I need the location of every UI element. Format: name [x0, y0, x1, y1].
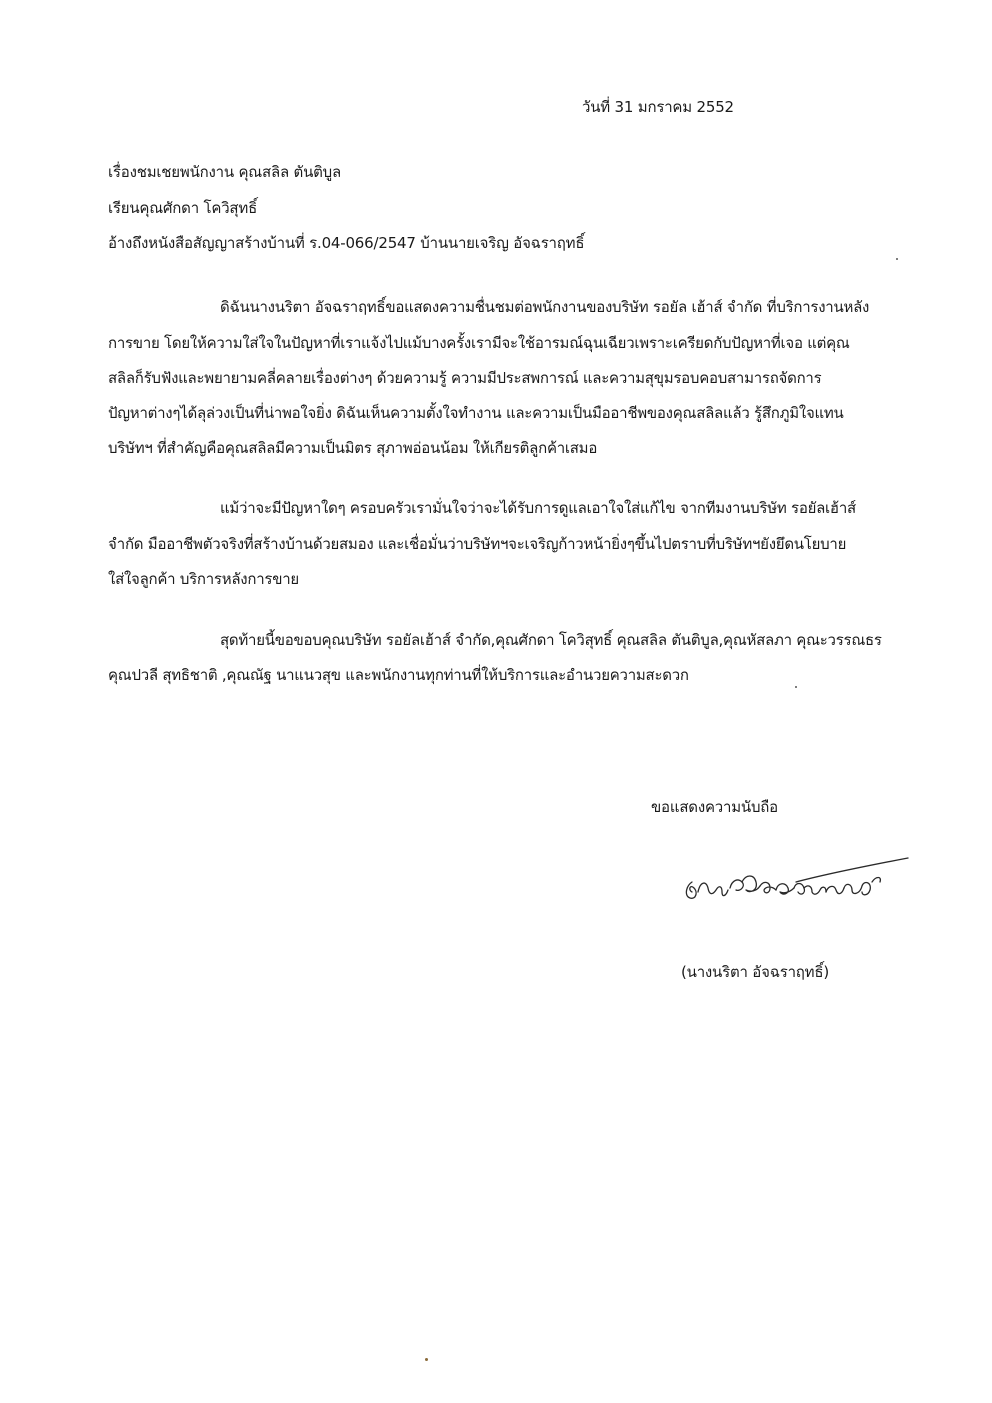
body-paragraph-3 — [108, 630, 908, 700]
paragraph-line: แม้ว่าจะมีปัญหาใดๆ ครอบครัวเรามั่นใจว่าจะได้รับการดูแลเอาใจใส่แก้ไข จากทีมงานบริษัท รอยัลเฮ้าส์ — [220, 499, 856, 517]
handwritten-signature — [676, 852, 912, 916]
letter-subject: เรื่องชมเชยพนักงาน คุณสลิล ตันติบูล — [108, 163, 341, 181]
paragraph-line: การขาย โดยให้ความใส่ใจในปัญหาที่เราแจ้งไปแม้บางครั้งเรามีจะใช้อารมณ์ฉุนเฉียวเพราะเครียดกับปัญหาที่เจอ แต่คุณ — [108, 334, 850, 352]
letter-reference: อ้างถึงหนังสือสัญญาสร้างบ้านที่ ร.04-066/2547 บ้านนายเจริญ อัจฉราฤทธิ์ — [108, 234, 585, 252]
paragraph-line: ดิฉันนางนริตา อัจฉราฤทธิ์ขอแสดงความชื่นชมต่อพนักงานของบริษัท รอยัล เฮ้าส์ จำกัด ที่บริการงานหลัง — [220, 298, 870, 316]
paragraph-line: บริษัทฯ ที่สำคัญคือคุณสลิลมีความเป็นมิตร สุภาพอ่อนน้อม ให้เกียรติลูกค้าเสมอ — [108, 439, 598, 457]
paper-speck — [425, 1358, 428, 1361]
paragraph-line: ใส่ใจลูกค้า บริการหลังการขาย — [108, 570, 299, 588]
paper-speck — [795, 686, 797, 688]
paragraph-line: สลิลก็รับฟังและพยายามคลี่คลายเรื่องต่างๆ ด้วยความรู้ ความมีประสพการณ์ และความสุขุมรอบคอบสามารถจัดการ — [108, 369, 822, 387]
letter-recipient: เรียนคุณศักดา โควิสุทธิ์ — [108, 199, 258, 217]
letter-date: วันที่ 31 มกราคม 2552 — [582, 98, 734, 116]
paragraph-line: สุดท้ายนี้ขอขอบคุณบริษัท รอยัลเฮ้าส์ จำกัด,คุณศักดา โควิสุทธิ์ คุณสลิล ตันติบูล,คุณหัสลภา คุณะวรรณธร — [220, 631, 882, 649]
paragraph-line: คุณปวลี สุทธิชาติ ,คุณณัฐ นาแนวสุข และพนักงานทุกท่านที่ให้บริการและอำนวยความสะดวก — [108, 666, 689, 684]
paragraph-line: ปัญหาต่างๆได้ลุล่วงเป็นที่น่าพอใจยิ่ง ดิฉันเห็นความตั้งใจทำงาน และความเป็นมืออาชีพของคุณสลิลแล้ว รู้สึกภูมิใจแทน — [108, 404, 844, 422]
closing-salutation: ขอแสดงความนับถือ — [651, 798, 778, 816]
paper-speck — [896, 258, 898, 260]
body-paragraph-2 — [108, 498, 908, 598]
body-paragraph-1 — [108, 297, 908, 467]
paragraph-line: จำกัด มืออาชีพตัวจริงที่สร้างบ้านด้วยสมอง และเชื่อมั่นว่าบริษัทฯจะเจริญก้าวหน้ายิ่งๆขึ้นไปตราบที่บริษัทฯยังยึดนโยบาย — [108, 535, 847, 553]
signer-name: (นางนริตา อัจฉราฤทธิ์) — [681, 963, 829, 981]
